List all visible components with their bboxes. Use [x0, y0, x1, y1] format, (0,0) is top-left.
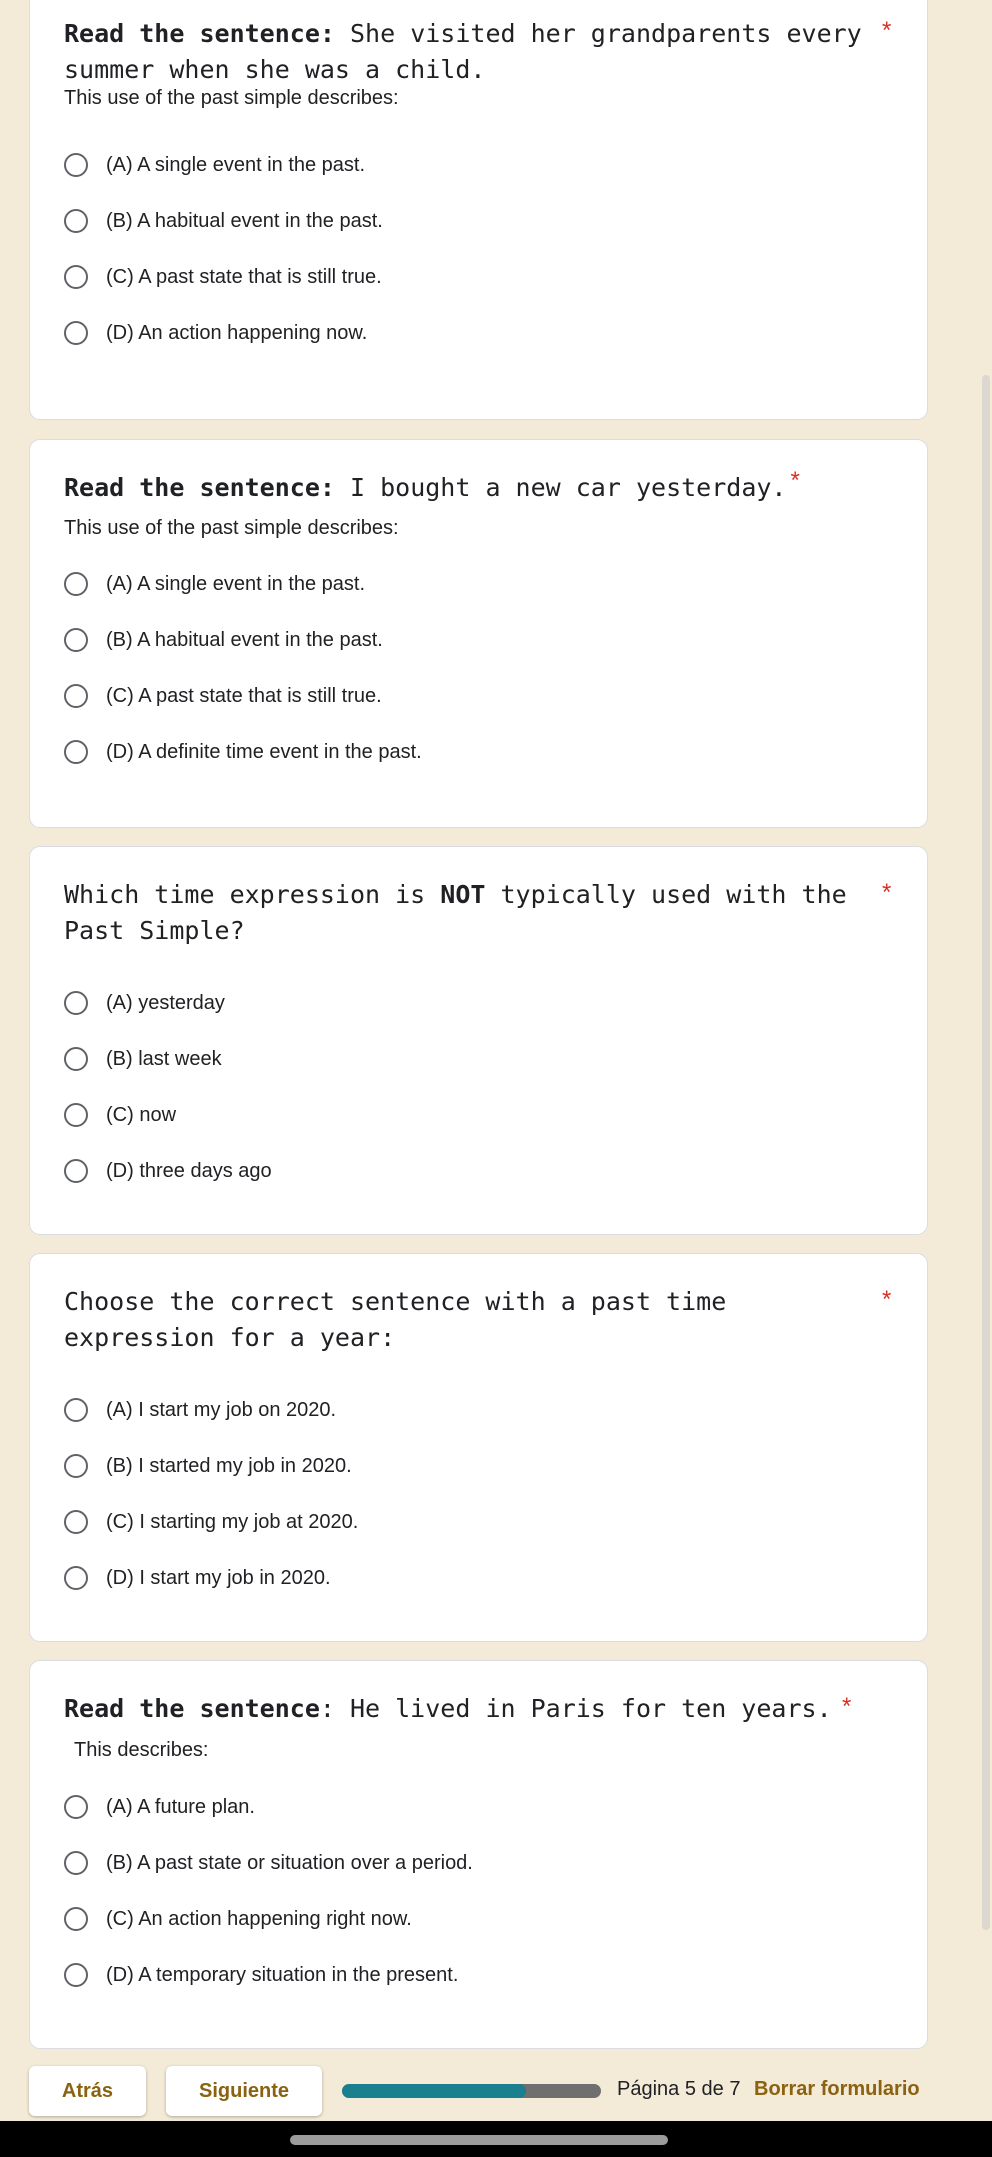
question-title: Choose the correct sentence with a past time expression for a year: [64, 1287, 742, 1352]
radio-button[interactable] [64, 1047, 88, 1071]
radio-button[interactable] [64, 209, 88, 233]
option-b[interactable]: (B) I started my job in 2020. [64, 1450, 352, 1482]
radio-button[interactable] [64, 684, 88, 708]
page-scrollbar[interactable] [982, 375, 990, 1930]
required-asterisk: * [882, 17, 892, 44]
option-a[interactable]: (A) A single event in the past. [64, 149, 365, 181]
radio-button[interactable] [64, 1103, 88, 1127]
question-description: This use of the past simple describes: [64, 87, 399, 109]
question-title: Which time expression is NOT typically used with the Past Simple? [64, 880, 862, 945]
question-card-3 [29, 846, 928, 1235]
next-button[interactable]: Siguiente [166, 2066, 322, 2116]
radio-button[interactable] [64, 153, 88, 177]
option-d[interactable]: (D) I start my job in 2020. [64, 1562, 331, 1594]
radio-button[interactable] [64, 1907, 88, 1931]
option-b[interactable]: (B) last week [64, 1043, 222, 1075]
required-asterisk: * [882, 1286, 892, 1313]
option-c[interactable]: (C) I starting my job at 2020. [64, 1506, 358, 1538]
option-b[interactable]: (B) A habitual event in the past. [64, 205, 383, 237]
radio-button[interactable] [64, 991, 88, 1015]
radio-button[interactable] [64, 265, 88, 289]
radio-button[interactable] [64, 1851, 88, 1875]
question-title: Read the sentence: I bought a new car yesterday. * [64, 467, 800, 502]
option-d[interactable]: (D) three days ago [64, 1155, 272, 1187]
clear-form-link[interactable]: Borrar formulario [754, 2078, 920, 2100]
system-navigation-bar [0, 2121, 992, 2157]
required-asterisk: * [882, 879, 892, 906]
radio-button[interactable] [64, 1510, 88, 1534]
question-card-4 [29, 1253, 928, 1642]
option-a[interactable]: (A) yesterday [64, 987, 225, 1019]
option-a[interactable]: (A) A single event in the past. [64, 568, 365, 600]
question-title: Read the sentence: He lived in Paris for ten years. [64, 1694, 832, 1723]
required-asterisk: * [842, 1693, 852, 1720]
radio-button[interactable] [64, 740, 88, 764]
question-card-5 [29, 1660, 928, 2049]
option-a[interactable]: (A) I start my job on 2020. [64, 1394, 336, 1426]
option-c[interactable]: (C) now [64, 1099, 176, 1131]
progress-bar-fill [342, 2084, 526, 2098]
radio-button[interactable] [64, 1159, 88, 1183]
radio-button[interactable] [64, 1963, 88, 1987]
question-card-2 [29, 439, 928, 828]
required-asterisk: * [790, 467, 800, 494]
progress-bar [342, 2084, 601, 2098]
question-title: Read the sentence: She visited her grandparents every summer when she was a child. [64, 19, 877, 84]
option-b[interactable]: (B) A habitual event in the past. [64, 624, 383, 656]
option-d[interactable]: (D) A definite time event in the past. [64, 736, 422, 768]
radio-button[interactable] [64, 1795, 88, 1819]
option-c[interactable]: (C) A past state that is still true. [64, 680, 382, 712]
radio-button[interactable] [64, 1398, 88, 1422]
radio-button[interactable] [64, 628, 88, 652]
question-card-1 [29, 0, 928, 420]
back-button[interactable]: Atrás [29, 2066, 146, 2116]
question-description: This describes: [74, 1739, 209, 1761]
option-b[interactable]: (B) A past state or situation over a period. [64, 1847, 473, 1879]
option-c[interactable]: (C) An action happening right now. [64, 1903, 412, 1935]
question-description: This use of the past simple describes: [64, 517, 399, 539]
radio-button[interactable] [64, 572, 88, 596]
option-d[interactable]: (D) An action happening now. [64, 317, 367, 349]
option-c[interactable]: (C) A past state that is still true. [64, 261, 382, 293]
option-a[interactable]: (A) A future plan. [64, 1791, 255, 1823]
home-gesture-handle[interactable] [290, 2135, 668, 2145]
option-d[interactable]: (D) A temporary situation in the present. [64, 1959, 458, 1991]
radio-button[interactable] [64, 1454, 88, 1478]
radio-button[interactable] [64, 321, 88, 345]
radio-button[interactable] [64, 1566, 88, 1590]
page-indicator: Página 5 de 7 [617, 2078, 741, 2100]
